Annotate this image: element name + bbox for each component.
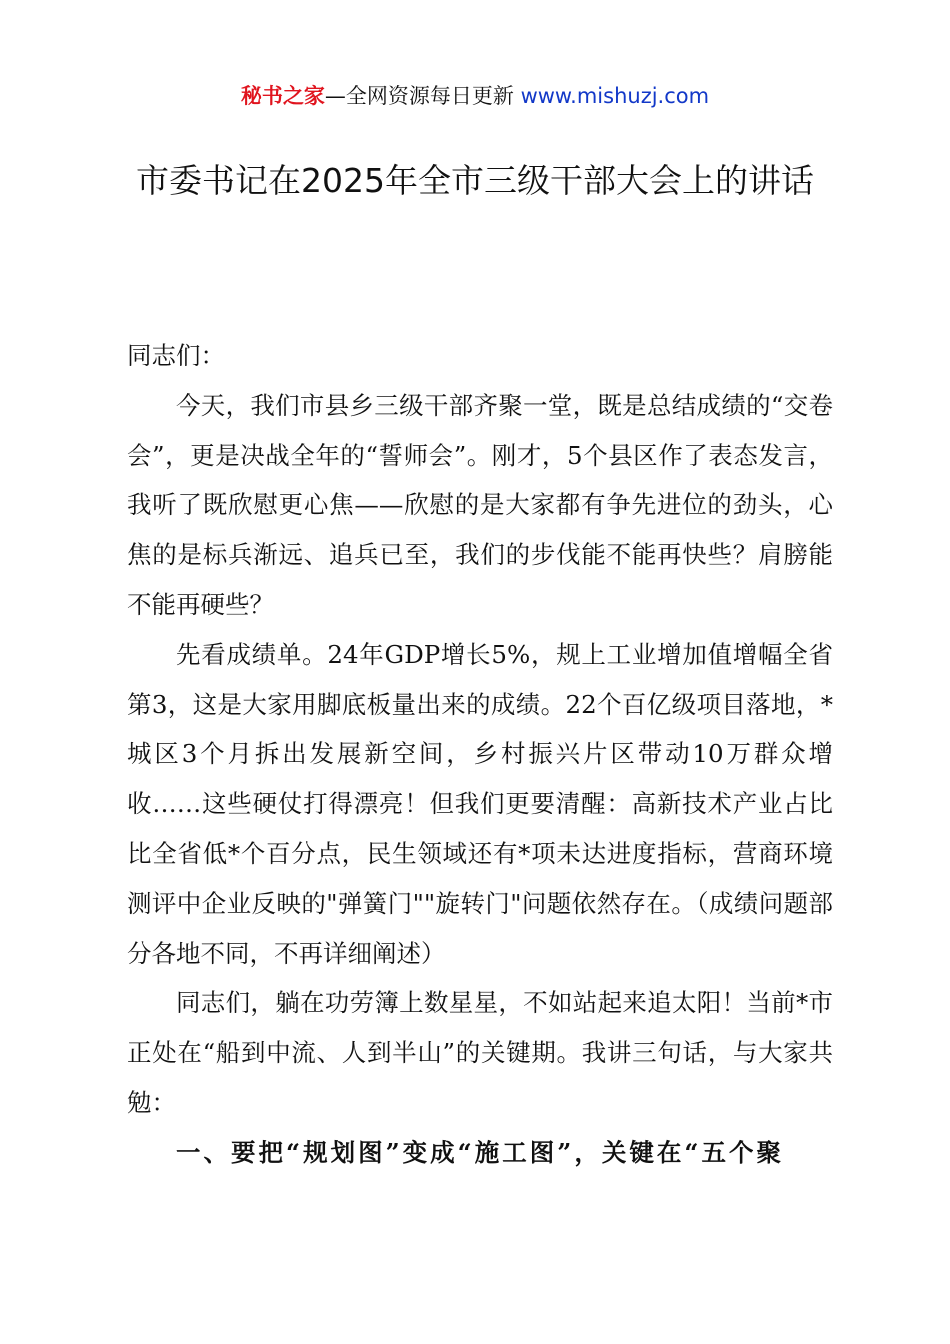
document-body <box>127 331 833 1178</box>
site-brand: 秘书之家 <box>240 84 325 108</box>
body-paragraph: 同志们，躺在功劳簿上数星星，不如站起来追太阳！当前*市正处在“船到中流、人到半山”的关键期。我讲三句话，与大家共勉： <box>127 988 833 1117</box>
document-title: 市委书记在2025年全市三级干部大会上的讲话 <box>136 161 814 200</box>
site-tagline: —全网资源每日更新 <box>324 84 521 108</box>
body-paragraph: 先看成绩单。24年GDP增长5%，规上工业增加值增幅全省第3，这是大家用脚底板量出来的成绩。22个百亿级项目落地，*城区3个月拆出发展新空间，乡村振兴片区带动10万群众增收……这些硬仗打得漂亮！但我们更要清醒：高新技术产业占比比全省低*个百分点，民生领域还有*项未达进度指标，营商环境测评中企业反映的"弹簧门""旋转门"问题依然存在。（成绩问题部分各地不同，不再详细阐述） <box>127 639 833 968</box>
site-header <box>0 80 950 112</box>
section-heading: 一、要把“规划图”变成“施工图”，关键在“五个聚 <box>176 1137 784 1167</box>
salutation: 同志们： <box>127 341 225 370</box>
site-url-link[interactable]: www.mishuzj.com <box>520 84 710 108</box>
body-paragraph: 今天，我们市县乡三级干部齐聚一堂，既是总结成绩的“交卷会”，更是决战全年的“誓师会”。刚才，5个县区作了表态发言，我听了既欣慰更心焦——欣慰的是大家都有争先进位的劲头，心焦的是标兵渐远、追兵已至，我们的步伐能不能再快些？肩膀能不能再硬些？ <box>127 390 833 619</box>
